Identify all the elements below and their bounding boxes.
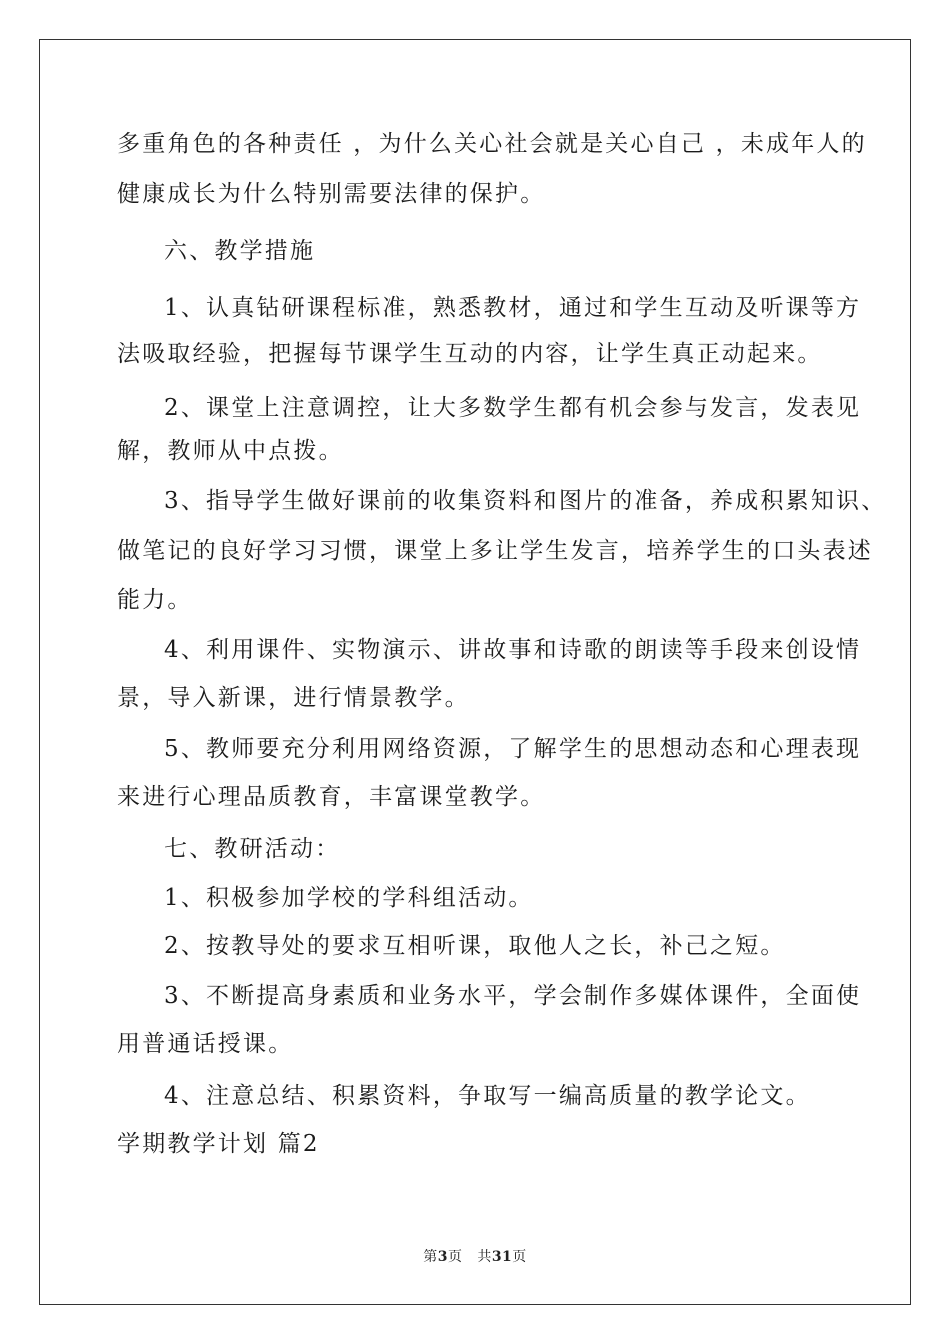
- text-line: 来进行心理品质教育，丰富课堂教学。: [117, 784, 546, 810]
- footer-total-unit: 页: [512, 1249, 527, 1265]
- text-line: 1、认真钻研课程标准，熟悉教材，通过和学生互动及听课等方: [164, 295, 862, 321]
- text-line: 2、按教导处的要求互相听课，取他人之长，补己之短。: [164, 933, 786, 959]
- text-line: 解，教师从中点拨。: [117, 438, 344, 464]
- text-line: 4、注意总结、积累资料，争取写一编高质量的教学论文。: [164, 1083, 811, 1109]
- footer-page-number: 3: [437, 1249, 448, 1265]
- text-line: 用普通话授课。: [117, 1031, 294, 1057]
- footer-prefix: 第: [423, 1249, 438, 1265]
- footer-total-prefix: 共: [477, 1249, 492, 1265]
- text-line: 能力。: [117, 587, 193, 613]
- text-line: 3、指导学生做好课前的收集资料和图片的准备，养成积累知识、: [164, 488, 887, 514]
- section-heading: 七、教研活动：: [164, 836, 341, 862]
- text-line: 3、不断提高身素质和业务水平，学会制作多媒体课件，全面使: [164, 983, 862, 1009]
- subsection-title: 学期教学计划 篇2: [117, 1131, 320, 1157]
- page-border: [39, 39, 911, 1305]
- text-line: 2、课堂上注意调控，让大多数学生都有机会参与发言，发表见: [164, 395, 862, 421]
- page-footer: [0, 1246, 950, 1266]
- text-line: 健康成长为什么特别需要法律的保护。: [117, 181, 546, 207]
- text-line: 多重角色的各种责任 ，为什么关心社会就是关心自己 ，未成年人的: [117, 131, 867, 157]
- text-line: 做笔记的良好学习习惯，课堂上多让学生发言，培养学生的口头表述: [117, 538, 873, 564]
- text-line: 1、积极参加学校的学科组活动。: [164, 885, 534, 911]
- footer-total-pages: 31: [491, 1249, 513, 1265]
- text-line: 4、利用课件、实物演示、讲故事和诗歌的朗读等手段来创设情: [164, 637, 862, 663]
- text-line: 景，导入新课，进行情景教学。: [117, 685, 470, 711]
- footer-page-unit: 页: [447, 1249, 463, 1265]
- text-line: 法吸取经验，把握每节课学生互动的内容，让学生真正动起来。: [117, 341, 823, 367]
- text-line: 5、教师要充分利用网络资源，了解学生的思想动态和心理表现: [164, 736, 862, 762]
- section-heading: 六、教学措施: [164, 238, 316, 264]
